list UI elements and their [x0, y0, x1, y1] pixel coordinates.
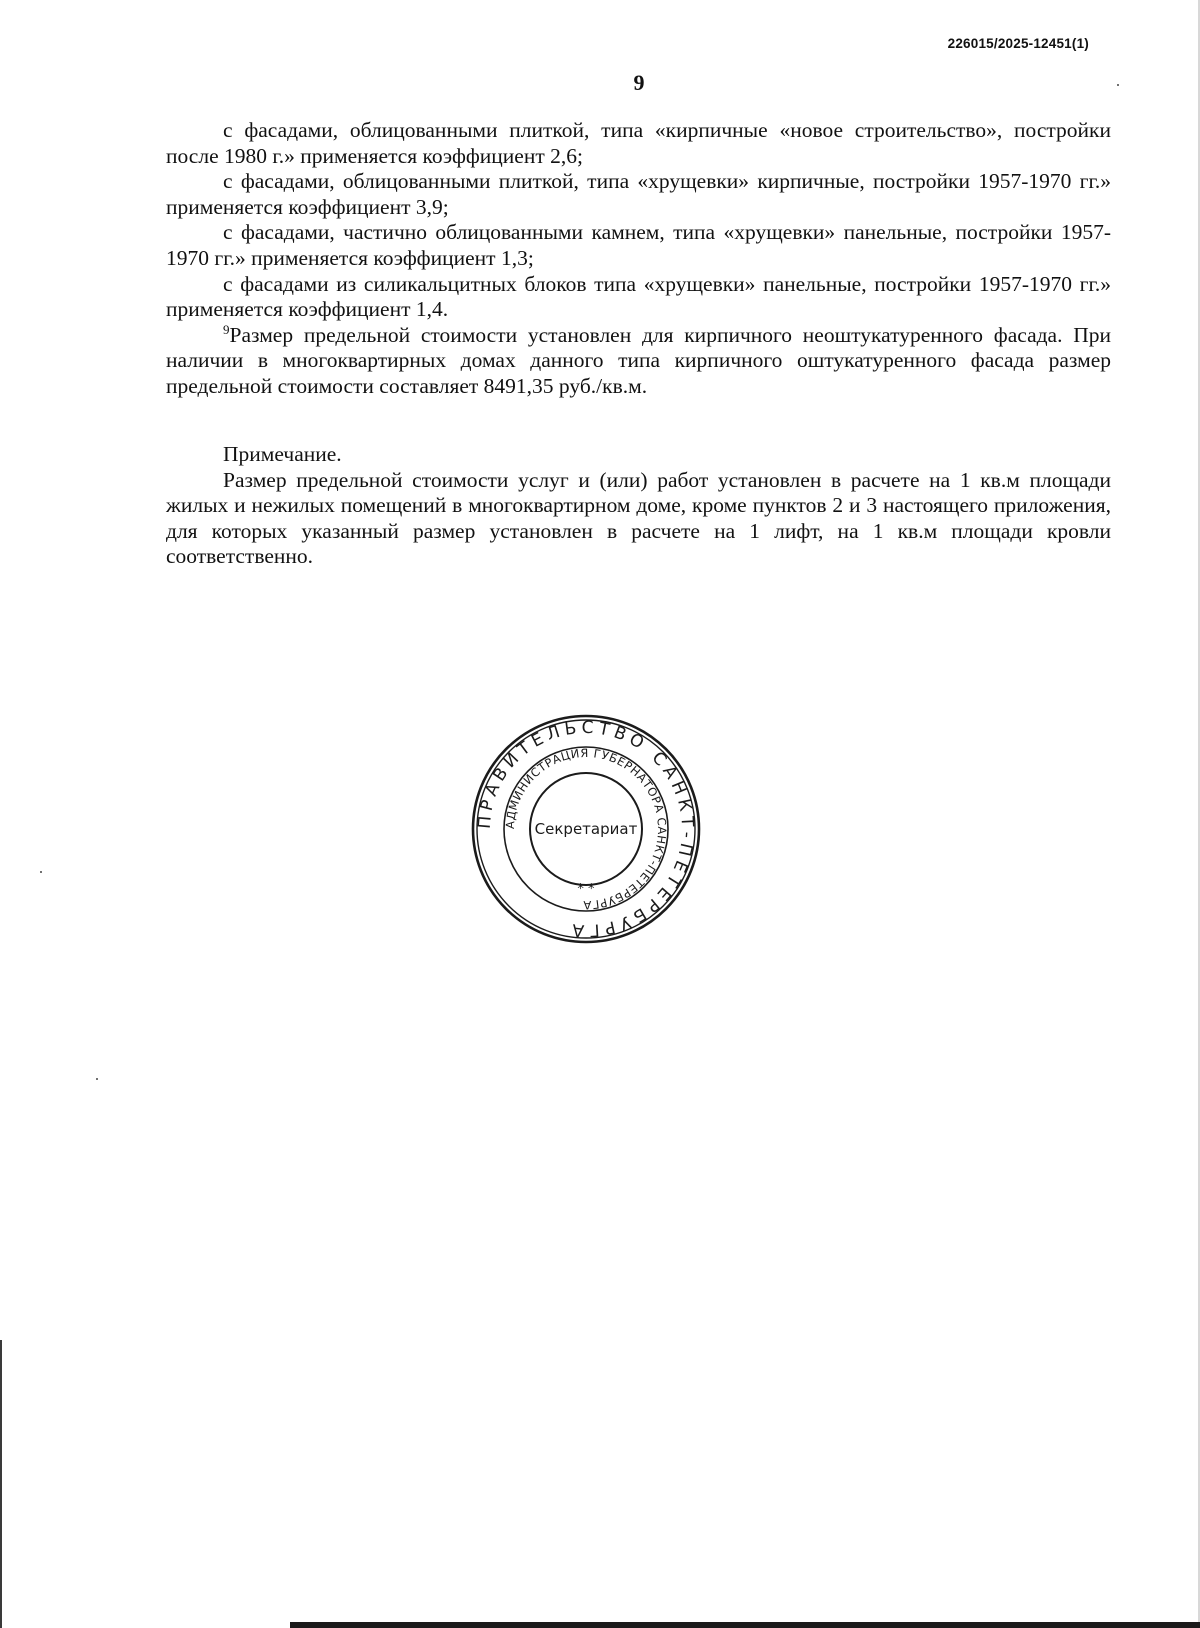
seal-inner-text: АДМИНИСТРАЦИЯ ГУБЕРНАТОРА САНКТ-ПЕТЕРБУРГА [502, 745, 670, 913]
official-seal-stamp [470, 713, 702, 945]
paragraph-tiled-new-construction: с фасадами, облицованными плиткой, типа «кирпичные «новое строительство», постройки после 1980 г.» применяется коэффициент 2,6; [166, 118, 1111, 168]
document-registration-number: 226015/2025-12451(1) [947, 36, 1089, 51]
document-body [166, 118, 1111, 400]
scan-speck [96, 1078, 98, 1080]
seal-outer-text: ПРАВИТЕЛЬСТВО САНКТ-ПЕТЕРБУРГА [474, 717, 698, 941]
paragraph-silicalcite-khrushchevka-panel: с фасадами из силикальцитных блоков типа «хрущевки» панельные, постройки 1957-1970 гг.» применяется коэффициент 1,4. [166, 271, 1111, 322]
page-number: 9 [633, 70, 645, 95]
paragraph-stone-khrushchevka-panel: с фасадами, частично облицованными камнем, типа «хрущевки» панельные, постройки 1957-1970 гг.» применяется коэффициент 1,3; [166, 220, 1111, 270]
footnote-text: Размер предельной стоимости установлен для кирпичного неоштукатуренного фасада. При наличии в многоквартирных домах данного типа кирпичного оштукатуренного фасада размер предельной стоимости составляет 8491,35 руб./кв.м. [166, 322, 1111, 398]
seal-center-text: Секретариат [534, 820, 638, 838]
note-section [166, 442, 1111, 570]
scan-artifact-bottom-edge [290, 1622, 1200, 1628]
footnote-marker: 9 [223, 321, 230, 337]
paragraph-tiled-khrushchevka-brick: с фасадами, облицованными плиткой, типа «хрущевки» кирпичные, постройки 1957-1970 гг.» применяется коэффициент 3,9; [166, 169, 1111, 219]
seal-stars: * * [577, 882, 595, 897]
footnote [166, 323, 1111, 400]
scan-speck [1117, 84, 1119, 86]
scan-artifact-left-edge [0, 1340, 2, 1628]
note-title: Примечание. [223, 442, 342, 466]
note-text: Размер предельной стоимости услуг и (или) работ установлен в расчете на 1 кв.м площади жилых и нежилых помещений в многоквартирном доме, кроме пунктов 2 и 3 настоящего приложения, для которых указанный размер установлен в расчете на 1 лифт, на 1 кв.м площади кровли соответственно. [166, 467, 1111, 569]
scan-speck [40, 871, 42, 873]
